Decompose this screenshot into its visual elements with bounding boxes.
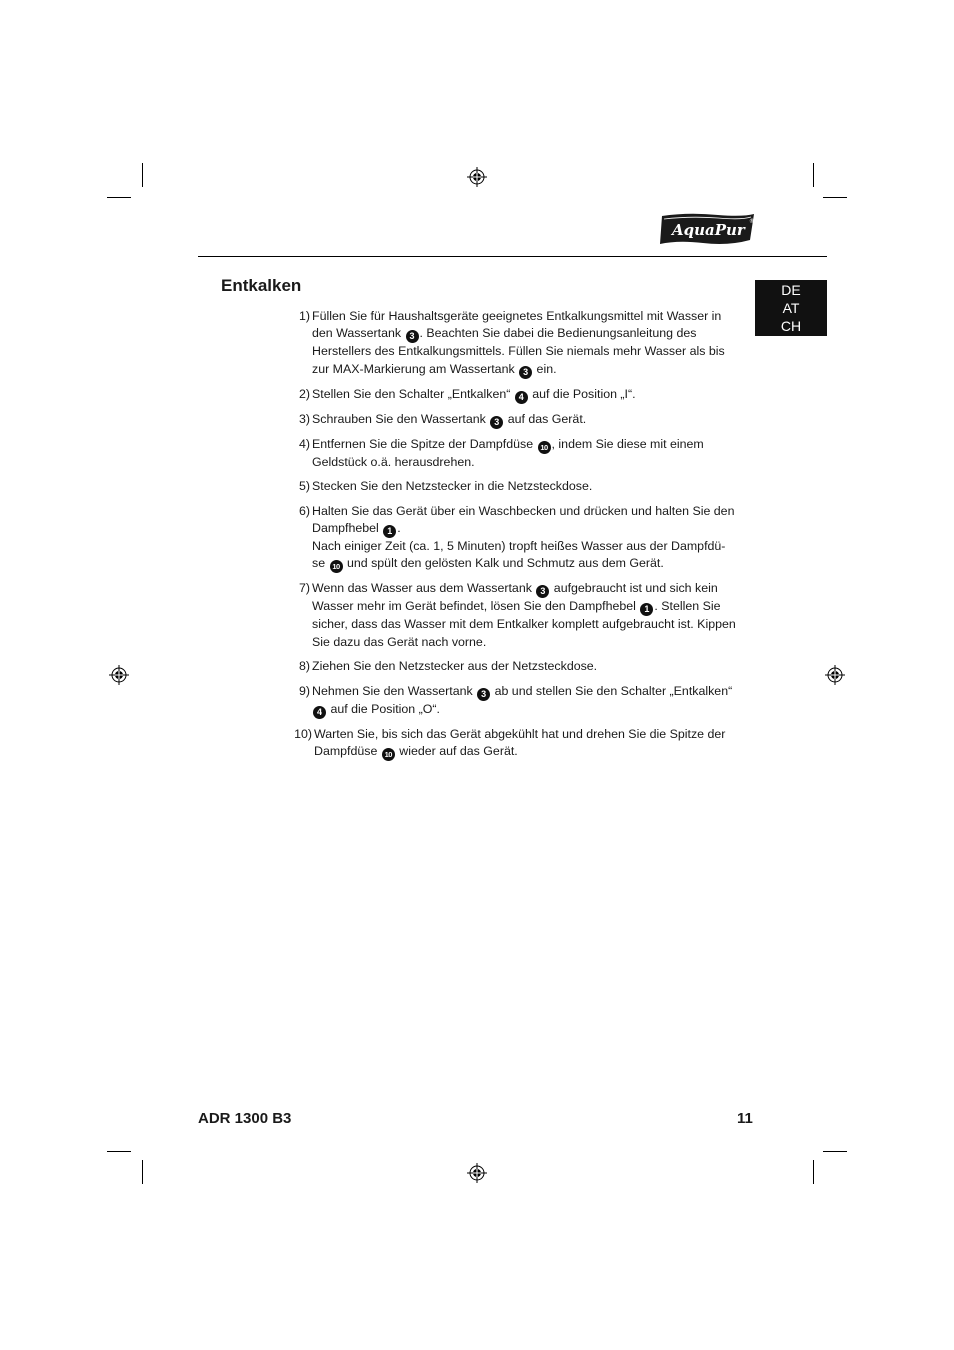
list-item — [286, 411, 736, 429]
list-item — [286, 386, 736, 404]
page-number: 11 — [737, 1110, 753, 1127]
step-number: 7) — [298, 581, 310, 596]
crop-mark — [142, 1160, 143, 1184]
crop-mark — [823, 1151, 847, 1152]
reference-number-icon: 10 — [330, 560, 343, 573]
header-rule — [198, 256, 827, 257]
page-title: Entkalken — [221, 276, 302, 295]
crop-mark — [813, 1160, 814, 1184]
model-number: ADR 1300 B3 — [198, 1110, 292, 1127]
svg-text:AquaPur: AquaPur — [672, 221, 745, 239]
crop-mark — [107, 197, 131, 198]
crop-mark — [107, 1151, 131, 1152]
reference-number-icon: 10 — [538, 441, 551, 454]
list-item — [286, 658, 736, 675]
reference-number-icon: 1 — [383, 525, 396, 538]
list-item — [286, 478, 736, 495]
crop-mark — [813, 163, 814, 187]
crop-mark — [142, 163, 143, 187]
crop-mark — [823, 197, 847, 198]
step-number: 10) — [294, 726, 312, 741]
instruction-list — [286, 308, 736, 768]
step-number: 3) — [298, 411, 310, 426]
step-number: 8) — [298, 659, 310, 674]
step-text: Stellen Sie den Schalter „Entkalken“ 4 auf die Position „I“. — [312, 386, 636, 402]
list-item — [286, 683, 736, 719]
svg-text:®: ® — [749, 218, 755, 225]
reference-number-icon: 3 — [406, 330, 419, 343]
reference-number-icon: 1 — [640, 603, 653, 616]
list-item — [286, 436, 736, 471]
step-text: Ziehen Sie den Netzstecker aus der Netzsteckdose. — [312, 659, 598, 674]
step-text: Wenn das Wasser aus dem Wassertank 3 aufgebraucht ist und sich kein Wasser mehr im Gerät befindet, lösen Sie den Dampfhebel 1 . Stellen Sie sicher, dass das Wasser mit dem Entkalker komplett aufgebraucht ist. Kippen Sie dazu das Gerät nach vorne. — [312, 581, 736, 649]
step-text: Nehmen Sie den Wassertank 3 ab und stellen Sie den Schalter „Entkalken“ 4 auf die Position „O“. — [312, 683, 733, 717]
language-ch: CH — [780, 318, 802, 334]
step-text: Stecken Sie den Netzstecker in die Netzsteckdose. — [312, 479, 593, 494]
reference-number-icon: 4 — [313, 706, 326, 719]
registration-mark-icon — [467, 167, 487, 187]
reference-number-icon: 4 — [515, 391, 528, 404]
reference-number-icon: 3 — [519, 366, 532, 379]
step-number: 2) — [298, 386, 310, 401]
reference-number-icon: 3 — [490, 416, 503, 429]
reference-number-icon: 3 — [536, 585, 549, 598]
step-text: Warten Sie, bis sich das Gerät abgekühlt hat und drehen Sie die Spitze der Dampfdüse 10 wieder auf das Gerät. — [314, 726, 726, 760]
step-number: 1) — [298, 309, 310, 323]
step-text: Schrauben Sie den Wassertank 3 auf das Gerät. — [312, 411, 587, 427]
registration-mark-icon — [467, 1163, 487, 1183]
list-item — [286, 580, 736, 651]
step-number: 9) — [298, 683, 310, 698]
step-number: 4) — [298, 436, 310, 451]
list-item — [286, 308, 736, 379]
reference-number-icon: 3 — [477, 688, 490, 701]
language-de: DE — [781, 282, 801, 298]
reference-number-icon: 10 — [382, 748, 395, 761]
language-tab — [755, 280, 827, 336]
step-number: 5) — [298, 479, 310, 494]
registration-mark-icon — [109, 665, 129, 685]
list-item — [286, 726, 736, 761]
registration-mark-icon — [825, 665, 845, 685]
step-text: Füllen Sie für Haushaltsgeräte geeignetes Entkalkungsmittel mit Wasser in den Wassertank 3 . Beachten Sie dabei die Bedienungsanleitung des Herstellers des Entkalkungsmittels. Füllen Sie niemals mehr Wasser als bis zur MAX-Markierung am Wassertank 3 ein. — [312, 309, 725, 377]
language-at: AT — [782, 300, 800, 316]
step-number: 6) — [298, 503, 310, 518]
aquapur-logo — [658, 210, 758, 248]
list-item — [286, 503, 736, 574]
step-text: Halten Sie das Gerät über ein Waschbecken und drücken und halten Sie den Dampfhebel 1 . Nach einiger Zeit (ca. 1, 5 Minuten) tropft heißes Wasser aus der Dampfdü-se 10 und spült den gelösten Kalk und Schmutz aus dem Gerät. — [312, 503, 735, 572]
step-text: Entfernen Sie die Spitze der Dampfdüse 10 , indem Sie diese mit einem Geldstück o.ä. herausdrehen. — [312, 436, 704, 469]
